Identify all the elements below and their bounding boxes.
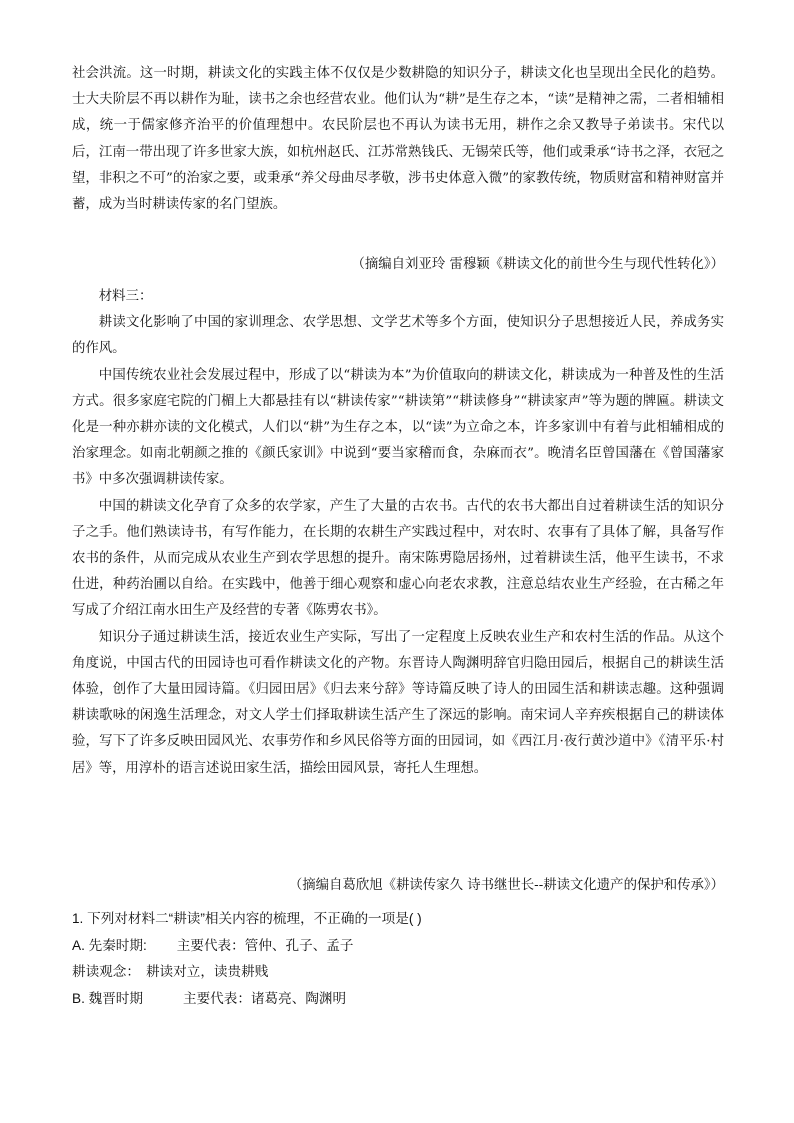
material-three-title: 材料三： — [98, 289, 153, 304]
paragraph: 中国的耕读文化孕育了众多的农学家，产生了大量的古农书。古代的农书大都出自过着耕读生活的知识分子之手。他们熟读诗书，有写作能力，在长期的农耕生产实践过程中，对农时、农事有了具体了解，具备写作农书的条件，从而完成从农业生产到农学思想的提升。南宋陈旉隐居扬州，过着耕读生活，他平生读书，不求仕进，种药治圃以自给。在实践中，他善于细心观察和虚心向老农求教，注意总结农业生产经验，在古稀之年写成了介绍江南水田生产及经营的专著《陈旉农书》。 — [72, 498, 724, 619]
question-1 — [72, 906, 724, 1012]
source-citation-two: （摘编自刘亚玲 雷穆颖《耕读文化的前世今生与现代性转化》） — [351, 257, 724, 272]
question-stem: 1. 下列对材料二“耕读”相关内容的梳理，不正确的一项是( ) — [72, 911, 422, 926]
paragraph: 知识分子通过耕读生活，接近农业生产实际，写出了一定程度上反映农业生产和农村生活的作品。从这个角度说，中国古代的田园诗也可看作耕读文化的产物。东晋诗人陶渊明辞官归隐田园后，根据自己的耕读生活体验，创作了大量田园诗篇。《归园田居》《归去来兮辞》等诗篇反映了诗人的田园生活和耕读志趣。这种强调耕读歌咏的闲逸生活理念，对文人学士们择取耕读生活产生了深远的影响。南宋词人辛弃疾根据自己的耕读体验，写下了许多反映田园风光、农事劳作和乡风民俗等方面的田园词，如《西江月·夜行黄沙道中》《清平乐·村居》等，用淳朴的语言述说田家生活，描绘田园风景，寄托人生理想。 — [72, 629, 724, 776]
paragraph: 中国传统农业社会发展过程中，形成了以“耕读为本”为价值取向的耕读文化，耕读成为一种普及性的生活方式。很多家庭宅院的门楣上大都悬挂有以“耕读传家”“耕读第”“耕读修身”“耕读家声”等为题的牌匾。耕读文化是一种亦耕亦读的文化模式，人们以“耕”为生存之本，以“读”为立命之本，许多家训中有着与此相辅相成的治家理念。如南北朝颜之推的《颜氏家训》中说到“要当家稽而食，杂麻而衣”。晚清名臣曾国藩在《曾国藩家书》中多次强调耕读传家。 — [72, 367, 724, 488]
option-a: A. 先秦时期: 主要代表：管仲、孔子、孟子 — [72, 937, 354, 953]
paragraph: 耕读文化影响了中国的家训理念、农学思想、文学艺术等多个方面，使知识分子思想接近人民，养成务实的作风。 — [72, 315, 724, 357]
paragraph: 社会洪流。这一时期，耕读文化的实践主体不仅仅是少数耕隐的知识分子，耕读文化也呈现出全民化的趋势。士大夫阶层不再以耕作为耻，读书之余也经营农业。他们认为“耕”是生存之本，“读”是精神之需，二者相辅相成，统一于儒家修齐治平的价值理想中。农民阶层也不再认为读书无用，耕作之余又教导子弟读书。宋代以后，江南一带出现了许多世家大族，如杭州赵氏、江苏常熟钱氏、无锡荣氏等，他们或秉承“诗书之泽，衣冠之望，非积之不可”的治家之要，或秉承“养父母曲尽孝敬，涉书史体意入微”的家教传统，物质财富和精神财富并蓄，成为当时耕读传家的名门望族。 — [72, 66, 724, 213]
option-a-view: 耕读观念： 耕读对立，读贵耕贱 — [72, 964, 269, 979]
option-b: B. 魏晋时期 主要代表：诸葛亮、陶渊明 — [72, 990, 347, 1006]
material-two-continued — [72, 61, 724, 218]
material-three — [72, 284, 724, 782]
source-citation-three: （摘编自葛欣旭《耕读传家久 诗书继世长--耕读文化遗产的保护和传承》） — [288, 878, 724, 893]
